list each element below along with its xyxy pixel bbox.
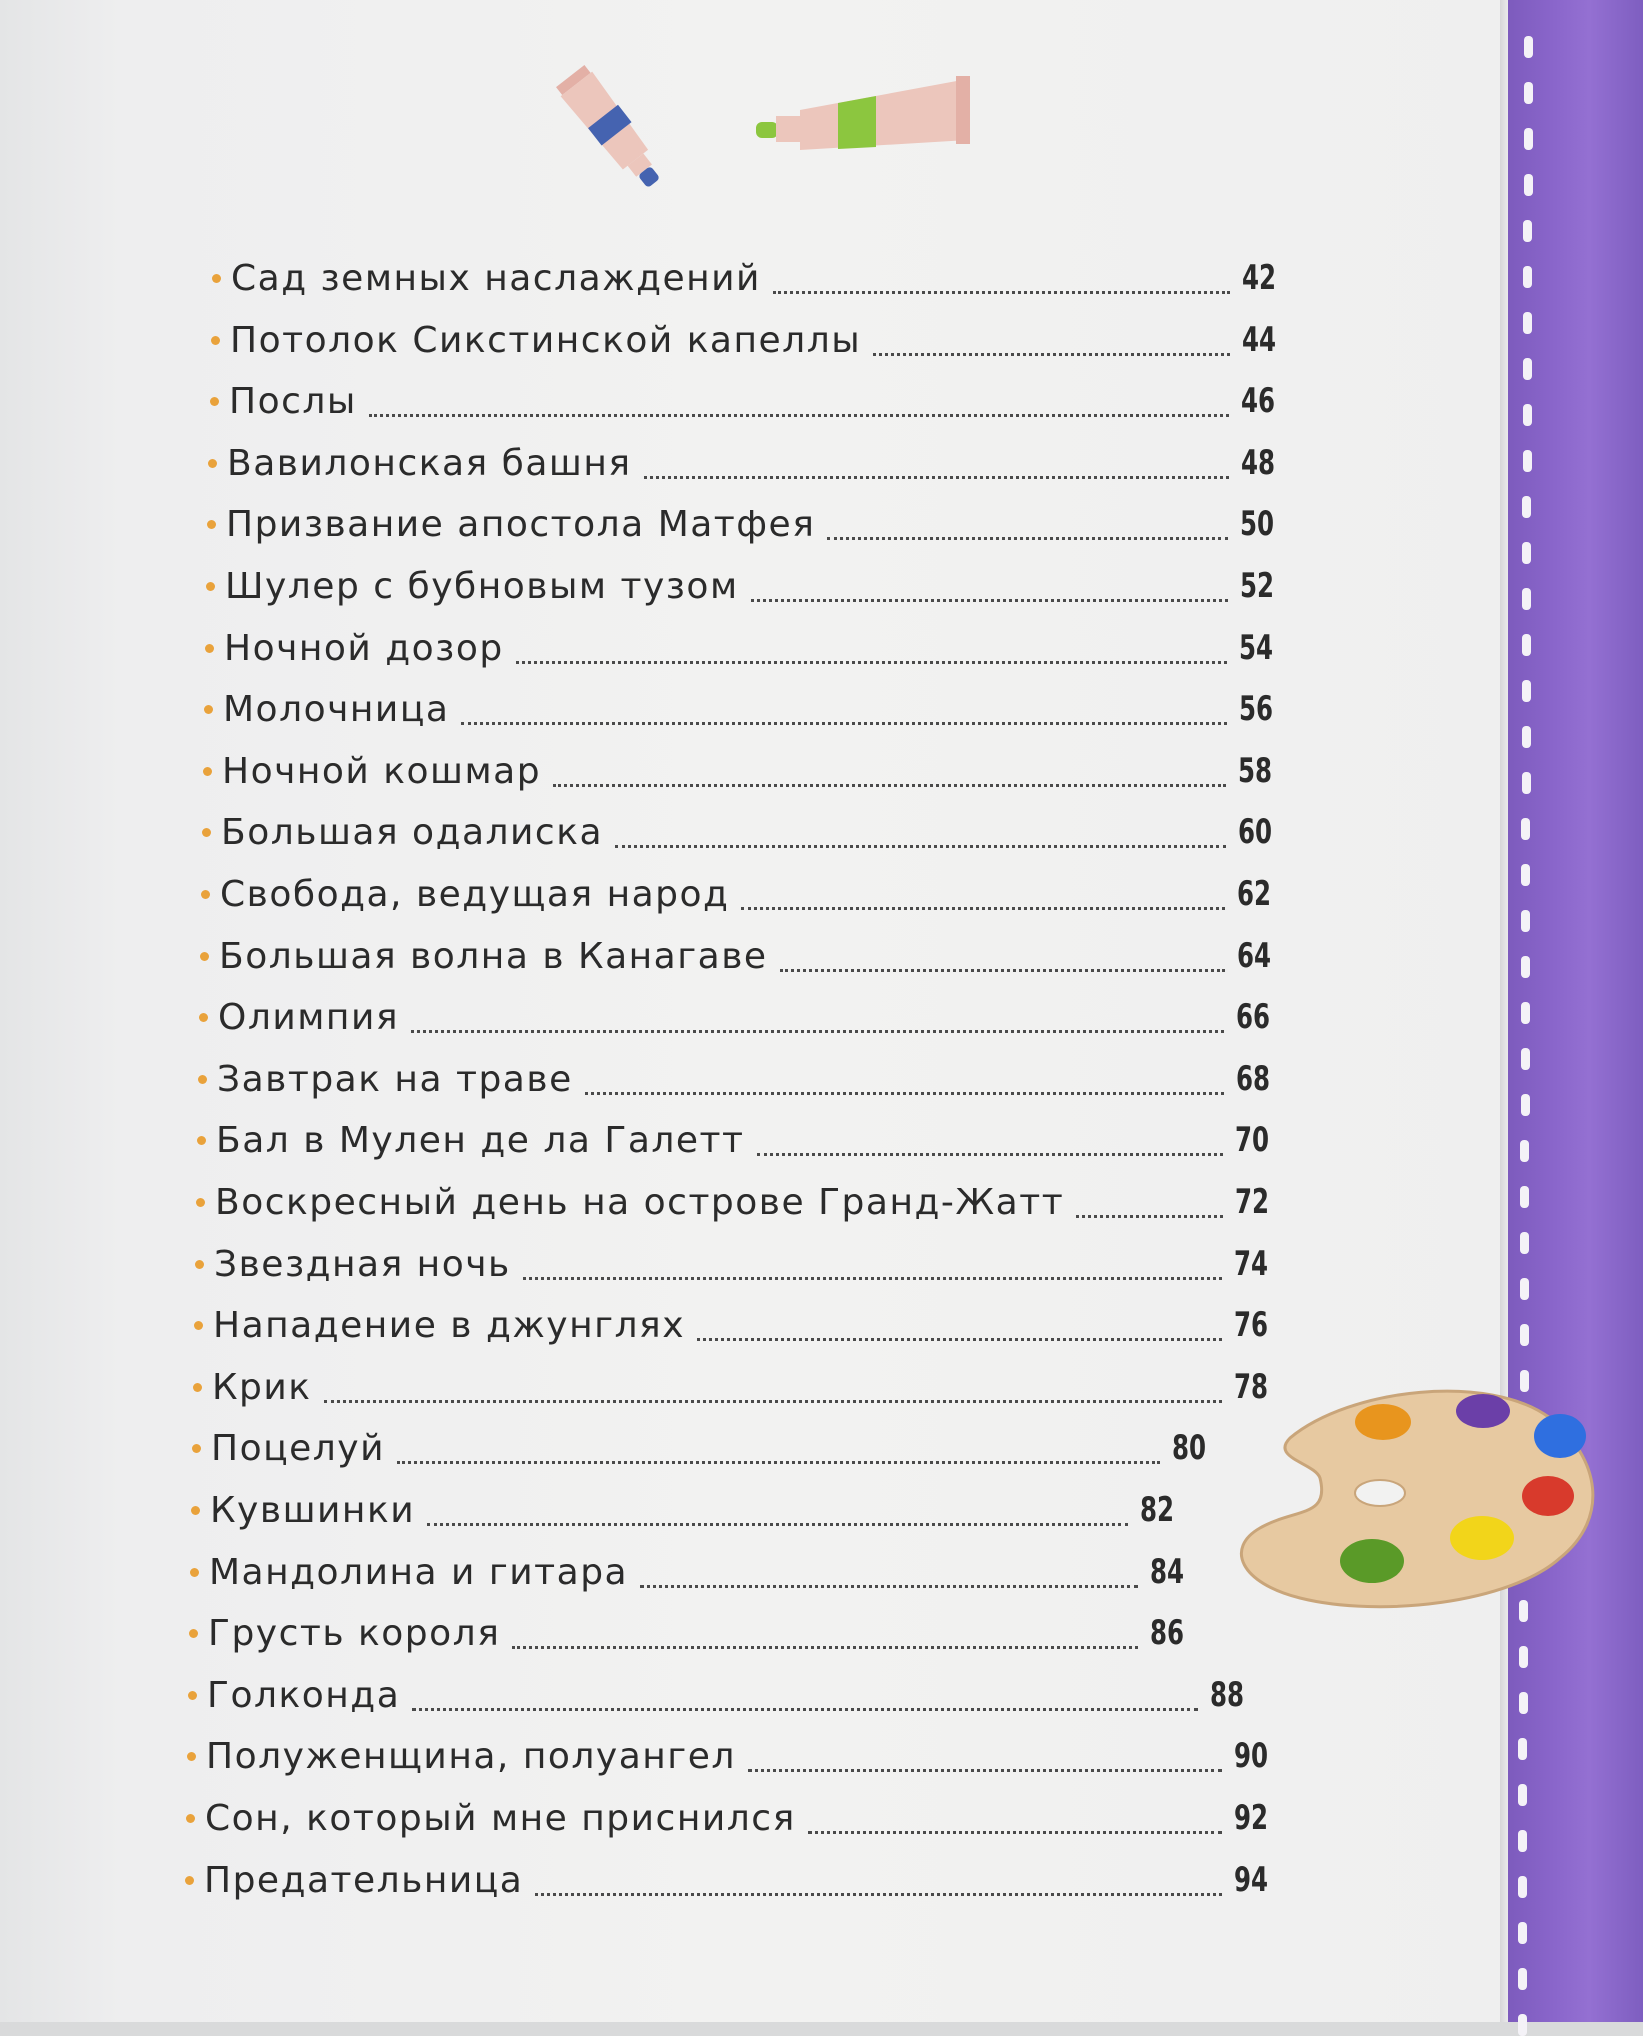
dot-leader bbox=[1076, 1215, 1223, 1218]
dot-leader bbox=[748, 1769, 1222, 1772]
toc-entry-title: Мандолина и гитара bbox=[209, 1551, 629, 1593]
toc-entry[interactable] bbox=[188, 1665, 1260, 1725]
toc-entry-title: Ночной дозор bbox=[224, 627, 504, 669]
toc-entry-title: Завтрак на траве bbox=[217, 1058, 573, 1100]
toc-entry[interactable] bbox=[192, 1418, 1222, 1478]
binding-hole bbox=[1518, 1784, 1527, 1806]
binding-hole bbox=[1523, 266, 1532, 288]
dot-leader bbox=[461, 722, 1227, 725]
toc-entry[interactable] bbox=[193, 1357, 1284, 1417]
toc-entry-page-number: 62 bbox=[1237, 874, 1272, 914]
bullet-dot bbox=[192, 1444, 201, 1453]
binding-hole bbox=[1521, 1048, 1530, 1070]
dot-leader bbox=[585, 1092, 1224, 1095]
binding-hole bbox=[1523, 450, 1532, 472]
bullet-dot bbox=[197, 1136, 206, 1145]
toc-entry-page-number: 74 bbox=[1234, 1244, 1269, 1284]
binding-hole bbox=[1518, 1968, 1527, 1990]
binding-hole bbox=[1518, 1830, 1527, 1852]
toc-entry-title: Нападение в джунглях bbox=[213, 1304, 686, 1346]
bullet-dot bbox=[190, 1568, 199, 1577]
dot-leader bbox=[751, 599, 1228, 602]
toc-entry-title: Бал в Мулен де ла Галетт bbox=[216, 1119, 745, 1161]
binding-hole bbox=[1521, 956, 1530, 978]
toc-entry-title: Ночной кошмар bbox=[222, 750, 542, 792]
bullet-dot bbox=[212, 274, 221, 283]
toc-entry-title: Молочница bbox=[223, 688, 450, 730]
toc-entry-page-number: 70 bbox=[1235, 1120, 1270, 1160]
toc-entry-page-number: 68 bbox=[1236, 1059, 1271, 1099]
toc-entry-title: Большая волна в Канагаве bbox=[219, 935, 768, 977]
toc-entry-title: Вавилонская башня bbox=[227, 442, 632, 484]
toc-entry-title: Кувшинки bbox=[210, 1489, 416, 1531]
binding-hole bbox=[1518, 1738, 1527, 1760]
dot-leader bbox=[640, 1585, 1138, 1588]
binding-hole bbox=[1523, 358, 1532, 380]
toc-entry[interactable] bbox=[191, 1480, 1190, 1540]
paint-palette-icon bbox=[1230, 1378, 1620, 1618]
toc-entry[interactable] bbox=[189, 1603, 1200, 1663]
toc-entry[interactable] bbox=[186, 1788, 1284, 1848]
bullet-dot bbox=[201, 890, 210, 899]
toc-entry-title: Полуженщина, полуангел bbox=[206, 1735, 736, 1777]
toc-entry-title: Предательница bbox=[204, 1859, 524, 1901]
bullet-dot bbox=[211, 336, 220, 345]
dot-leader bbox=[773, 291, 1230, 294]
toc-entry-title: Голконда bbox=[207, 1674, 401, 1716]
bullet-dot bbox=[196, 1198, 205, 1207]
toc-entry[interactable] bbox=[185, 1850, 1284, 1910]
binding-hole bbox=[1521, 1094, 1530, 1116]
toc-entry[interactable] bbox=[204, 679, 1289, 739]
binding-hole bbox=[1521, 818, 1530, 840]
toc-entry-title: Свобода, ведущая народ bbox=[220, 873, 730, 915]
binding-hole bbox=[1521, 910, 1530, 932]
dot-leader bbox=[523, 1277, 1222, 1280]
toc-entry-page-number: 90 bbox=[1234, 1736, 1269, 1776]
binding-hole bbox=[1520, 1324, 1529, 1346]
bullet-dot bbox=[205, 644, 214, 653]
toc-entry[interactable] bbox=[201, 864, 1287, 924]
toc-entry-title: Звездная ночь bbox=[214, 1243, 511, 1285]
toc-entry-title: Послы bbox=[229, 380, 357, 422]
toc-entry-page-number: 88 bbox=[1210, 1675, 1245, 1715]
toc-entry-title: Сад земных наслаждений bbox=[231, 257, 761, 299]
binding-hole bbox=[1522, 634, 1531, 656]
toc-entry-page-number: 64 bbox=[1237, 936, 1272, 976]
binding-hole bbox=[1521, 864, 1530, 886]
binding-hole bbox=[1520, 1232, 1529, 1254]
dot-leader bbox=[615, 845, 1226, 848]
bullet-dot bbox=[202, 828, 211, 837]
toc-entry-page-number: 50 bbox=[1240, 504, 1275, 544]
toc-entry-page-number: 60 bbox=[1238, 812, 1273, 852]
toc-entry-page-number: 78 bbox=[1234, 1367, 1269, 1407]
dot-leader bbox=[516, 661, 1227, 664]
toc-entry-title: Шулер с бубновым тузом bbox=[225, 565, 739, 607]
paint-tube-blue-icon bbox=[540, 55, 690, 215]
binding-hole bbox=[1524, 82, 1533, 104]
toc-entry-title: Поцелуй bbox=[211, 1427, 385, 1469]
toc-entry[interactable] bbox=[195, 1234, 1284, 1294]
bullet-dot bbox=[199, 1013, 208, 1022]
toc-entry-page-number: 94 bbox=[1234, 1860, 1269, 1900]
toc-entry[interactable] bbox=[202, 802, 1288, 862]
binding-hole bbox=[1522, 680, 1531, 702]
binding-hole bbox=[1522, 542, 1531, 564]
book-spine bbox=[1508, 0, 1643, 2022]
binding-hole bbox=[1520, 1278, 1529, 1300]
toc-entry[interactable] bbox=[203, 741, 1288, 801]
binding-hole bbox=[1523, 404, 1532, 426]
toc-entry-title: Грусть короля bbox=[208, 1612, 501, 1654]
toc-entry-page-number: 54 bbox=[1239, 628, 1274, 668]
toc-entry-page-number: 56 bbox=[1239, 689, 1274, 729]
bullet-dot bbox=[203, 767, 212, 776]
toc-entry-page-number: 66 bbox=[1236, 997, 1271, 1037]
binding-hole bbox=[1523, 220, 1532, 242]
toc-entry-page-number: 48 bbox=[1241, 443, 1276, 483]
toc-entry[interactable] bbox=[200, 926, 1287, 986]
bullet-dot bbox=[208, 459, 217, 468]
binding-hole bbox=[1519, 1692, 1528, 1714]
binding-hole bbox=[1520, 1186, 1529, 1208]
toc-entry-page-number: 44 bbox=[1242, 320, 1277, 360]
toc-entry-page-number: 92 bbox=[1234, 1798, 1269, 1838]
toc-entry-title: Крик bbox=[212, 1366, 312, 1408]
toc-entry-page-number: 72 bbox=[1235, 1182, 1270, 1222]
toc-entry-title: Потолок Сикстинской капеллы bbox=[230, 319, 862, 361]
bullet-dot bbox=[188, 1691, 197, 1700]
bullet-dot bbox=[189, 1629, 198, 1638]
toc-entry-title: Сон, который мне приснился bbox=[205, 1797, 796, 1839]
bullet-dot bbox=[194, 1321, 203, 1330]
toc-entry[interactable] bbox=[198, 1049, 1286, 1109]
binding-hole bbox=[1518, 2014, 1527, 2036]
toc-entry-page-number: 82 bbox=[1140, 1490, 1175, 1530]
toc-entry-page-number: 76 bbox=[1234, 1305, 1269, 1345]
toc-entry-page-number: 80 bbox=[1172, 1428, 1207, 1468]
dot-leader bbox=[427, 1523, 1128, 1526]
binding-hole bbox=[1522, 726, 1531, 748]
toc-entry-page-number: 46 bbox=[1241, 381, 1276, 421]
binding-hole bbox=[1521, 1002, 1530, 1024]
toc-entry[interactable] bbox=[194, 1295, 1284, 1355]
bullet-dot bbox=[195, 1260, 204, 1269]
dot-leader bbox=[397, 1461, 1160, 1464]
bullet-dot bbox=[210, 397, 219, 406]
dot-leader bbox=[553, 784, 1226, 787]
toc-entry[interactable] bbox=[199, 987, 1286, 1047]
toc-entry[interactable] bbox=[211, 310, 1292, 370]
dot-leader bbox=[535, 1893, 1222, 1896]
toc-entry-page-number: 42 bbox=[1242, 258, 1277, 298]
dot-leader bbox=[512, 1646, 1138, 1649]
bullet-dot bbox=[193, 1383, 202, 1392]
toc-entry[interactable] bbox=[206, 556, 1290, 616]
toc-entry-title: Призвание апостола Матфея bbox=[226, 503, 816, 545]
dot-leader bbox=[324, 1400, 1222, 1403]
paint-tube-green-icon bbox=[752, 70, 977, 160]
binding-hole bbox=[1518, 1922, 1527, 1944]
binding-hole bbox=[1523, 312, 1532, 334]
toc-entry[interactable] bbox=[208, 433, 1291, 493]
dot-leader bbox=[757, 1153, 1224, 1156]
bullet-dot bbox=[198, 1075, 207, 1084]
toc-entry[interactable] bbox=[190, 1542, 1200, 1602]
bullet-dot bbox=[187, 1752, 196, 1761]
toc-entry-page-number: 52 bbox=[1240, 566, 1275, 606]
bullet-dot bbox=[200, 952, 209, 961]
dot-leader bbox=[369, 414, 1229, 417]
toc-entry-title: Олимпия bbox=[218, 996, 399, 1038]
dot-leader bbox=[827, 537, 1228, 540]
toc-entry-page-number: 58 bbox=[1238, 751, 1273, 791]
dot-leader bbox=[808, 1831, 1222, 1834]
bullet-dot bbox=[207, 520, 216, 529]
toc-entry[interactable] bbox=[197, 1110, 1285, 1170]
bullet-dot bbox=[185, 1876, 194, 1885]
binding-hole bbox=[1522, 588, 1531, 610]
toc-entry[interactable] bbox=[187, 1726, 1284, 1786]
toc-entry[interactable] bbox=[210, 371, 1291, 431]
binding-hole bbox=[1522, 772, 1531, 794]
dot-leader bbox=[873, 353, 1230, 356]
toc-entry-title: Воскресный день на острове Гранд-Жатт bbox=[215, 1181, 1065, 1223]
bullet-dot bbox=[186, 1814, 195, 1823]
toc-entry[interactable] bbox=[205, 618, 1289, 678]
bullet-dot bbox=[206, 582, 215, 591]
binding-hole bbox=[1522, 496, 1531, 518]
toc-entry[interactable] bbox=[196, 1172, 1285, 1232]
dot-leader bbox=[741, 907, 1225, 910]
dot-leader bbox=[697, 1338, 1222, 1341]
dot-leader bbox=[780, 969, 1225, 972]
binding-hole bbox=[1524, 128, 1533, 150]
toc-entry[interactable] bbox=[212, 248, 1292, 308]
dot-leader bbox=[412, 1708, 1198, 1711]
dot-leader bbox=[411, 1030, 1224, 1033]
toc-entry-page-number: 86 bbox=[1150, 1613, 1185, 1653]
binding-hole bbox=[1524, 174, 1533, 196]
toc-entry[interactable] bbox=[207, 494, 1290, 554]
binding-hole bbox=[1519, 1646, 1528, 1668]
binding-hole bbox=[1524, 36, 1533, 58]
binding-hole bbox=[1520, 1140, 1529, 1162]
dot-leader bbox=[644, 476, 1229, 479]
toc-entry-page-number: 84 bbox=[1150, 1552, 1185, 1592]
binding-hole bbox=[1518, 1876, 1527, 1898]
bullet-dot bbox=[204, 705, 213, 714]
toc-entry-title: Большая одалиска bbox=[221, 811, 604, 853]
bullet-dot bbox=[191, 1506, 200, 1515]
